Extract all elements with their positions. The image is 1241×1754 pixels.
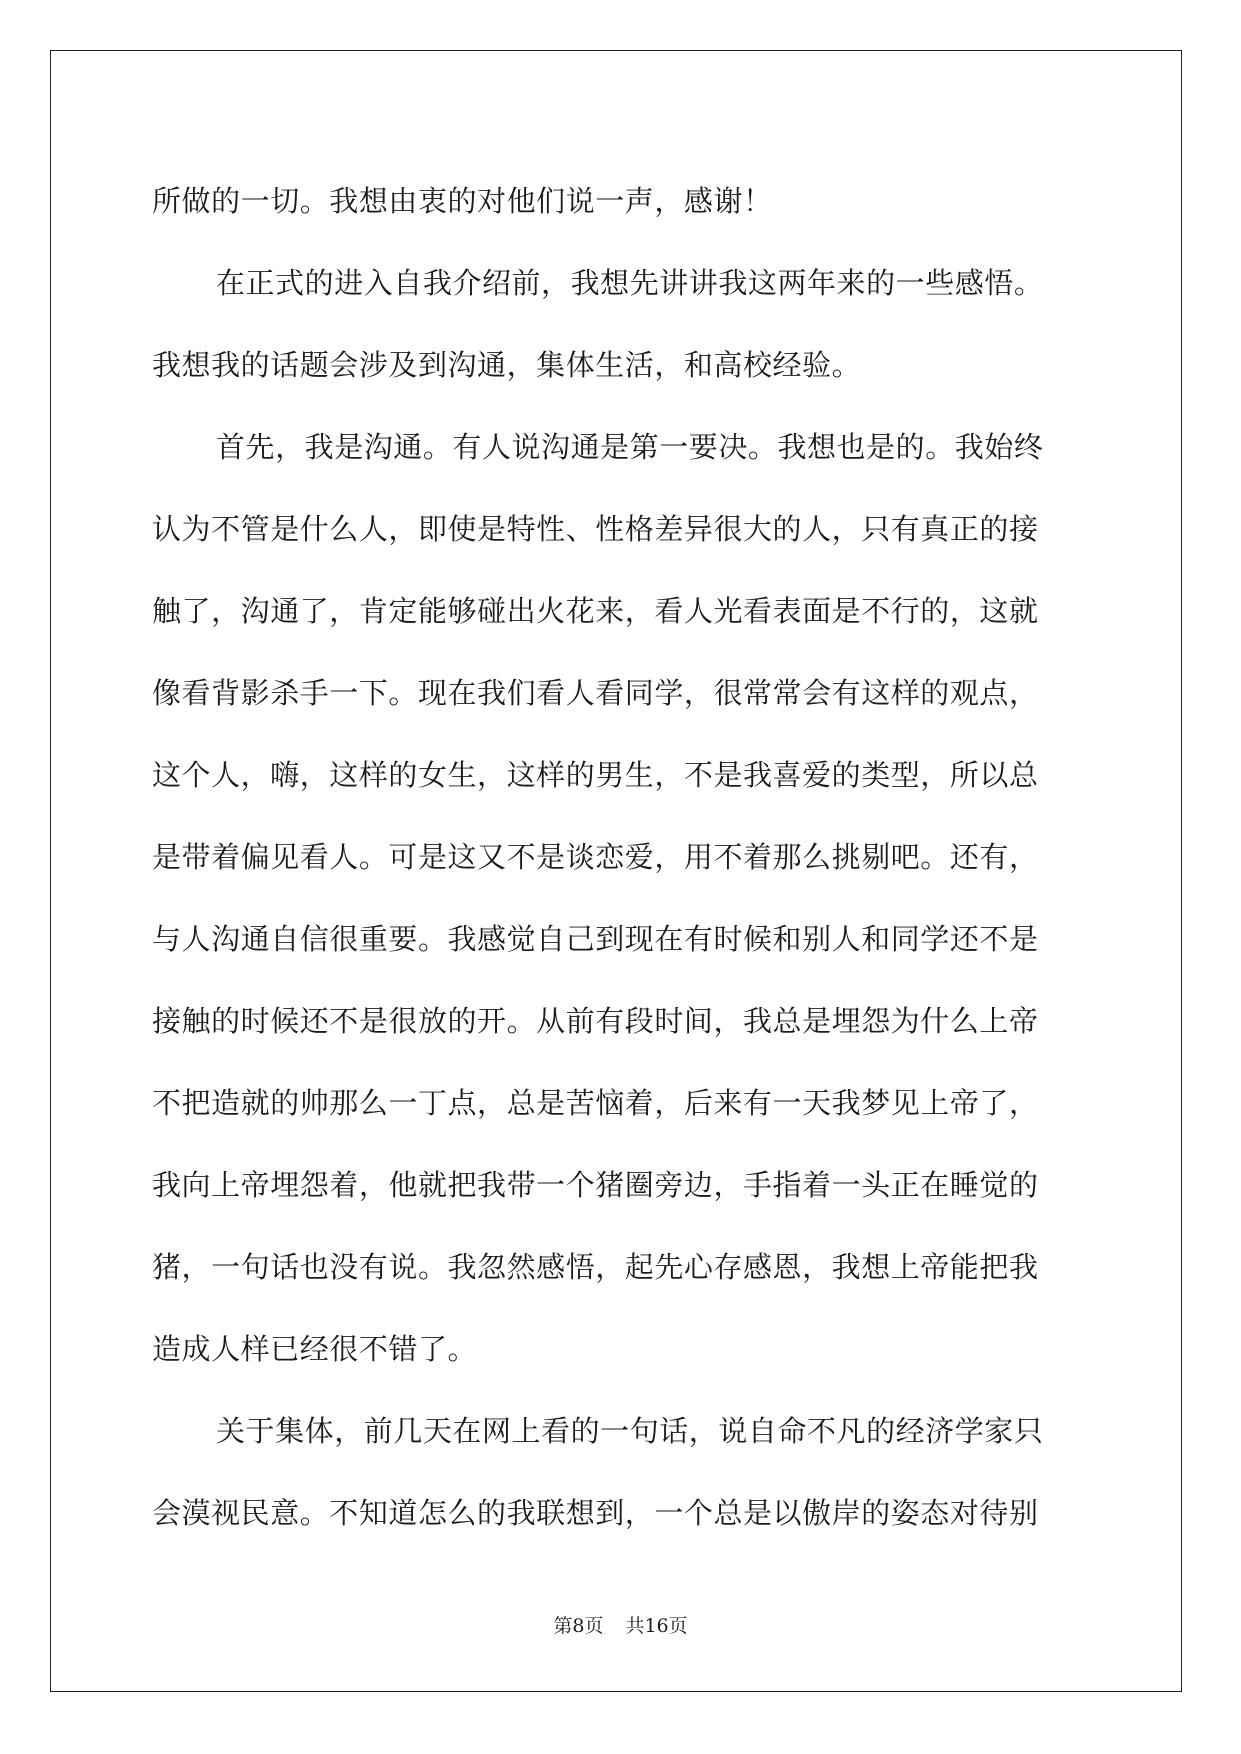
page-number-footer	[0, 1614, 1241, 1638]
text-line: 所做的一切。我想由衷的对他们说一声，感谢！	[152, 184, 773, 218]
text-line: 触了，沟通了，肯定能够碰出火花来，看人光看表面是不行的，这就	[152, 594, 1039, 628]
page-total-label: 共16页	[625, 1615, 688, 1637]
text-line: 造成人样已经很不错了。	[152, 1332, 478, 1366]
page-current-label: 第8页	[553, 1615, 604, 1637]
document-body	[152, 160, 1087, 1554]
text-line: 是带着偏见看人。可是这又不是谈恋爱，用不着那么挑剔吧。还有，	[152, 840, 1039, 874]
text-line: 像看背影杀手一下。现在我们看人看同学，很常常会有这样的观点，	[152, 676, 1039, 710]
text-line: 不把造就的帅那么一丁点，总是苦恼着，后来有一天我梦见上帝了，	[152, 1086, 1039, 1120]
text-line: 与人沟通自信很重要。我感觉自己到现在有时候和别人和同学还不是	[152, 922, 1039, 956]
text-line: 会漠视民意。不知道怎么的我联想到，一个总是以傲岸的姿态对待别	[152, 1496, 1039, 1530]
text-line: 在正式的进入自我介绍前，我想先讲讲我这两年来的一些感悟。	[216, 266, 1044, 300]
text-line: 这个人，嗨，这样的女生，这样的男生，不是我喜爱的类型，所以总	[152, 758, 1039, 792]
text-line: 我想我的话题会涉及到沟通，集体生活，和高校经验。	[152, 348, 862, 382]
text-line: 关于集体，前几天在网上看的一句话，说自命不凡的经济学家只	[216, 1414, 1044, 1448]
text-line: 我向上帝埋怨着，他就把我带一个猪圈旁边，手指着一头正在睡觉的	[152, 1168, 1039, 1202]
text-line: 接触的时候还不是很放的开。从前有段时间，我总是埋怨为什么上帝	[152, 1004, 1039, 1038]
text-line: 认为不管是什么人，即使是特性、性格差异很大的人，只有真正的接	[152, 512, 1039, 546]
text-line: 首先，我是沟通。有人说沟通是第一要决。我想也是的。我始终	[216, 430, 1044, 464]
text-line: 猪，一句话也没有说。我忽然感悟，起先心存感恩，我想上帝能把我	[152, 1250, 1039, 1284]
